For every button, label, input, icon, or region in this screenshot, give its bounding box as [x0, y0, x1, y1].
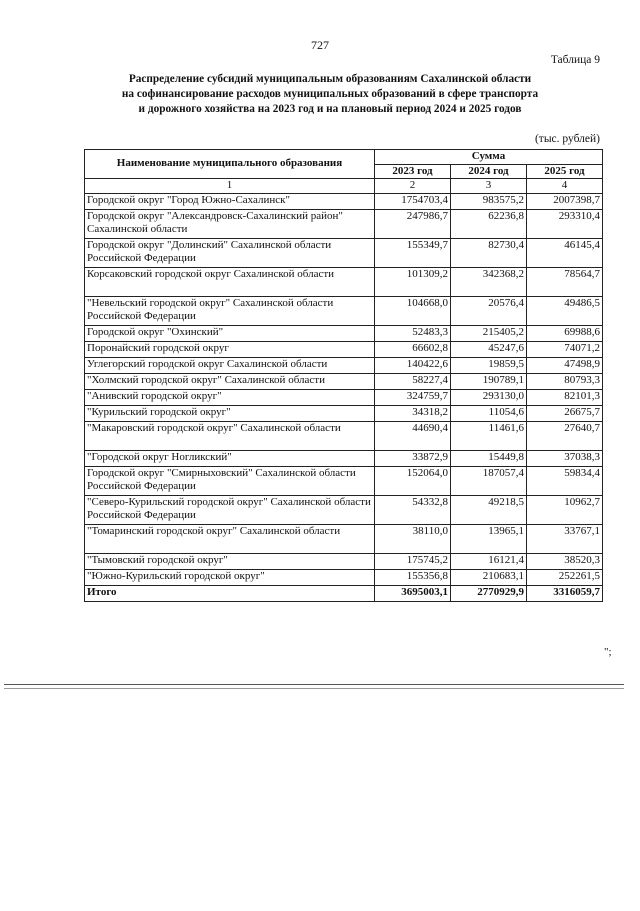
- table-row: [85, 405, 603, 421]
- value-2023: 247986,7: [375, 209, 451, 238]
- value-2024: 190789,1: [451, 373, 527, 389]
- table-row: [85, 193, 603, 209]
- value-2025: 74071,2: [527, 341, 603, 357]
- municipality-name: "Томаринский городской округ" Сахалинской области: [85, 524, 375, 553]
- header-2023: 2023 год: [375, 164, 451, 179]
- column-number-2: 2: [375, 179, 451, 194]
- page-number: 727: [311, 38, 329, 52]
- value-2023: 1754703,4: [375, 193, 451, 209]
- value-2023: 58227,4: [375, 373, 451, 389]
- table-row: [85, 553, 603, 569]
- value-2023: 155356,8: [375, 569, 451, 585]
- municipality-name: Городской округ "Александровск-Сахалинский район" Сахалинской области: [85, 209, 375, 238]
- total-2023: 3695003,1: [375, 585, 451, 601]
- table-row: [85, 209, 603, 238]
- value-2025: 78564,7: [527, 267, 603, 296]
- value-2025: 59834,4: [527, 466, 603, 495]
- value-2025: 2007398,7: [527, 193, 603, 209]
- value-2023: 34318,2: [375, 405, 451, 421]
- table-row: [85, 495, 603, 524]
- header-sum: Сумма: [375, 150, 603, 165]
- municipality-name: Городской округ "Долинский" Сахалинской области Российской Федерации: [85, 238, 375, 267]
- header-2024: 2024 год: [451, 164, 527, 179]
- value-2025: 26675,7: [527, 405, 603, 421]
- table-row: [85, 389, 603, 405]
- column-number-4: 4: [527, 179, 603, 194]
- document-title: [60, 72, 600, 117]
- municipality-name: "Городской округ Ногликский": [85, 450, 375, 466]
- municipality-name: "Макаровский городской округ" Сахалинской области: [85, 421, 375, 450]
- value-2023: 101309,2: [375, 267, 451, 296]
- table-row: [85, 373, 603, 389]
- table-row: [85, 238, 603, 267]
- municipality-name: "Невельский городской округ" Сахалинской области Российской Федерации: [85, 296, 375, 325]
- value-2025: 33767,1: [527, 524, 603, 553]
- value-2023: 52483,3: [375, 325, 451, 341]
- total-2024: 2770929,9: [451, 585, 527, 601]
- value-2024: 215405,2: [451, 325, 527, 341]
- value-2024: 45247,6: [451, 341, 527, 357]
- title-line-3: и дорожного хозяйства на 2023 год и на плановый период 2024 и 2025 годов: [138, 103, 522, 115]
- table-row: [85, 357, 603, 373]
- value-2024: 19859,5: [451, 357, 527, 373]
- value-2024: 20576,4: [451, 296, 527, 325]
- value-2025: 27640,7: [527, 421, 603, 450]
- value-2025: 49486,5: [527, 296, 603, 325]
- table-row: [85, 325, 603, 341]
- table-row: [85, 569, 603, 585]
- municipality-name: "Анивский городской округ": [85, 389, 375, 405]
- value-2024: 15449,8: [451, 450, 527, 466]
- total-label: Итого: [85, 585, 375, 601]
- value-2023: 66602,8: [375, 341, 451, 357]
- title-line-2: на софинансирование расходов муниципальных образований в сфере транспорта: [121, 88, 539, 100]
- value-2024: 11461,6: [451, 421, 527, 450]
- municipality-name: "Курильский городской округ": [85, 405, 375, 421]
- column-number-3: 3: [451, 179, 527, 194]
- value-2023: 155349,7: [375, 238, 451, 267]
- footer-divider: [4, 684, 624, 685]
- closing-quote-mark: ";: [604, 646, 612, 658]
- value-2025: 252261,5: [527, 569, 603, 585]
- municipality-name: Городской округ "Смирныховский" Сахалинской области Российской Федерации: [85, 466, 375, 495]
- municipality-name: "Холмский городской округ" Сахалинской области: [85, 373, 375, 389]
- table-row: [85, 450, 603, 466]
- value-2025: 82101,3: [527, 389, 603, 405]
- title-line-1: Распределение субсидий муниципальным образованиям Сахалинской области: [128, 73, 532, 85]
- value-2024: 13965,1: [451, 524, 527, 553]
- value-2023: 38110,0: [375, 524, 451, 553]
- footer-divider-secondary: [4, 688, 624, 689]
- value-2023: 152064,0: [375, 466, 451, 495]
- value-2025: 69988,6: [527, 325, 603, 341]
- total-row: [85, 585, 603, 601]
- value-2023: 175745,2: [375, 553, 451, 569]
- table-row: [85, 466, 603, 495]
- header-2025: 2025 год: [527, 164, 603, 179]
- value-2023: 54332,8: [375, 495, 451, 524]
- table-row: [85, 341, 603, 357]
- value-2024: 983575,2: [451, 193, 527, 209]
- value-2025: 293310,4: [527, 209, 603, 238]
- value-2023: 140422,6: [375, 357, 451, 373]
- column-number-1: 1: [85, 179, 375, 194]
- value-2023: 33872,9: [375, 450, 451, 466]
- value-2025: 47498,9: [527, 357, 603, 373]
- municipality-name: "Северо-Курильский городской округ" Сахалинской области Российской Федерации: [85, 495, 375, 524]
- value-2025: 38520,3: [527, 553, 603, 569]
- value-2024: 210683,1: [451, 569, 527, 585]
- header-name-column: Наименование муниципального образования: [85, 150, 375, 179]
- value-2025: 46145,4: [527, 238, 603, 267]
- subsidy-table: [84, 149, 603, 602]
- value-2023: 324759,7: [375, 389, 451, 405]
- table-body: [85, 193, 603, 585]
- municipality-name: "Южно-Курильский городской округ": [85, 569, 375, 585]
- value-2025: 10962,7: [527, 495, 603, 524]
- municipality-name: Городской округ "Охинский": [85, 325, 375, 341]
- municipality-name: "Тымовский городской округ": [85, 553, 375, 569]
- value-2024: 11054,6: [451, 405, 527, 421]
- table-row: [85, 267, 603, 296]
- table-row: [85, 421, 603, 450]
- value-2024: 293130,0: [451, 389, 527, 405]
- value-2024: 16121,4: [451, 553, 527, 569]
- value-2023: 104668,0: [375, 296, 451, 325]
- units-label: (тыс. рублей): [534, 133, 600, 145]
- municipality-name: Поронайский городской округ: [85, 341, 375, 357]
- value-2025: 80793,3: [527, 373, 603, 389]
- total-2025: 3316059,7: [527, 585, 603, 601]
- value-2024: 82730,4: [451, 238, 527, 267]
- value-2024: 49218,5: [451, 495, 527, 524]
- table-label: Таблица 9: [550, 54, 600, 66]
- municipality-name: Углегорский городской округ Сахалинской области: [85, 357, 375, 373]
- value-2024: 342368,2: [451, 267, 527, 296]
- municipality-name: Городской округ "Город Южно-Сахалинск": [85, 193, 375, 209]
- table-row: [85, 524, 603, 553]
- value-2024: 187057,4: [451, 466, 527, 495]
- table-row: [85, 296, 603, 325]
- municipality-name: Корсаковский городской округ Сахалинской области: [85, 267, 375, 296]
- value-2023: 44690,4: [375, 421, 451, 450]
- value-2025: 37038,3: [527, 450, 603, 466]
- value-2024: 62236,8: [451, 209, 527, 238]
